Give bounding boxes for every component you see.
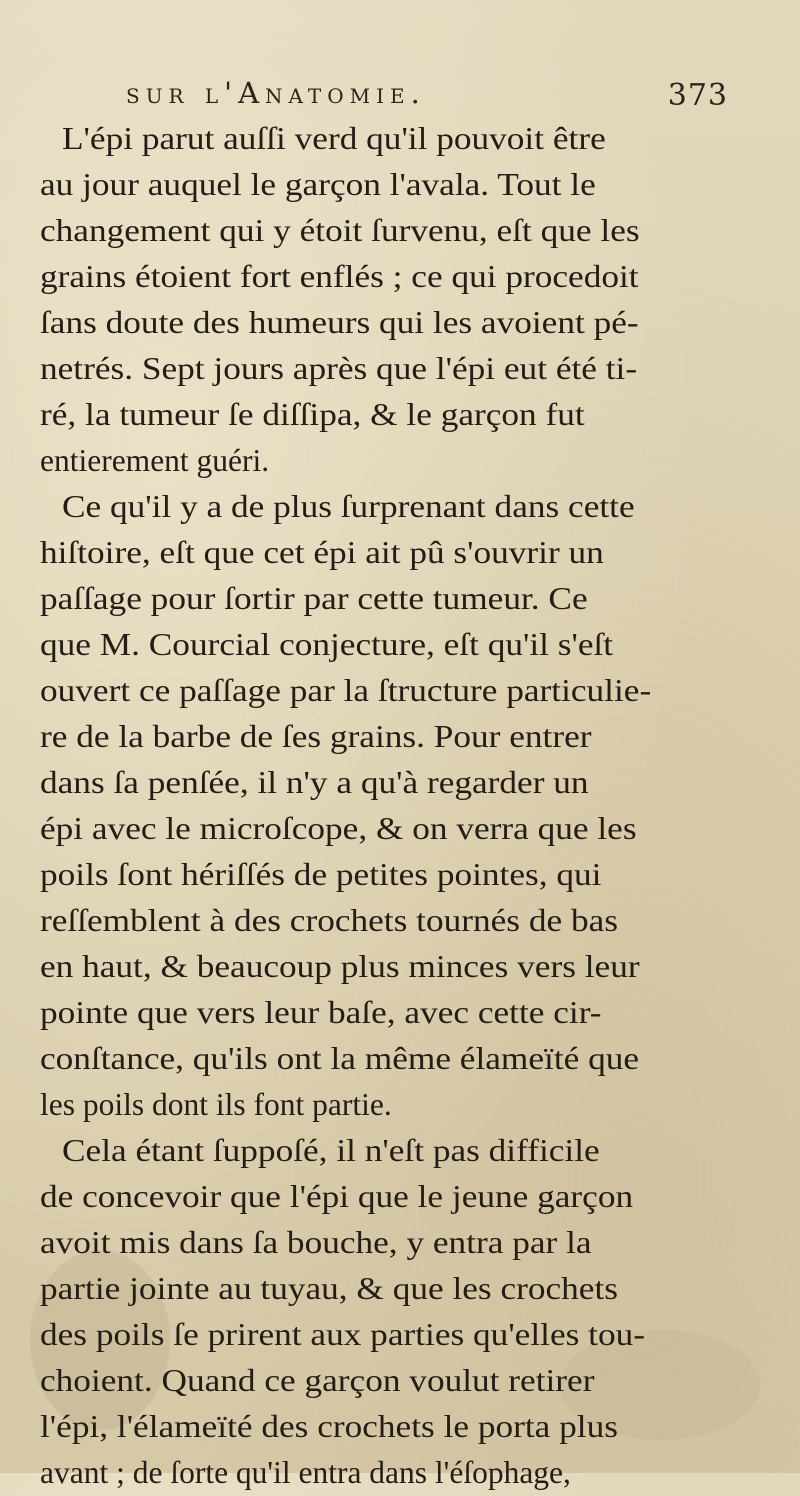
- text-line: [40, 1450, 768, 1496]
- text-line: [40, 1174, 768, 1220]
- text-line: [40, 944, 768, 990]
- text-line-content: des poils ſe prirent aux parties qu'elles tou-: [40, 1317, 645, 1352]
- text-line-content: entierement guéri.: [40, 443, 270, 478]
- text-line-content: poils ſont hériſſés de petites pointes, qui: [40, 857, 602, 892]
- text-line: [40, 346, 768, 392]
- text-line-content: ouvert ce paſſage par la ſtructure particulie-: [40, 673, 652, 708]
- text-line-content: dans ſa penſée, il n'y a qu'à regarder un: [40, 765, 589, 800]
- text-line-content: avant ; de ſorte qu'il entra dans l'éſophage,: [40, 1455, 571, 1490]
- text-line: [40, 392, 768, 438]
- text-line-content: épi avec le microſcope, & on verra que les: [40, 811, 637, 846]
- text-line-content: paſſage pour ſortir par cette tumeur. Ce: [40, 581, 588, 616]
- text-line: [40, 898, 768, 944]
- text-line-content: Ce qu'il y a de plus ſurprenant dans cette: [62, 489, 635, 524]
- text-line-content: hiſtoire, eſt que cet épi ait pû s'ouvrir un: [40, 535, 604, 570]
- text-line-content: de concevoir que l'épi que le jeune garçon: [40, 1179, 634, 1214]
- text-line: [40, 484, 768, 530]
- text-line-content: que M. Courcial conjecture, eſt qu'il s'eſt: [40, 627, 614, 662]
- text-line: [40, 1220, 768, 1266]
- text-line: [40, 806, 768, 852]
- text-line-content: reſſemblent à des crochets tournés de bas: [40, 903, 618, 938]
- text-line: [40, 254, 768, 300]
- text-line: [40, 1404, 768, 1450]
- text-line-content: re de la barbe de ſes grains. Pour entrer: [40, 719, 592, 754]
- text-line: [40, 714, 768, 760]
- text-line: [40, 1036, 768, 1082]
- text-line: [40, 208, 768, 254]
- text-line: [40, 530, 768, 576]
- text-line: [40, 576, 768, 622]
- text-line: [40, 1082, 768, 1128]
- running-title: sur l'Anatomie.: [126, 76, 426, 110]
- text-line-content: partie jointe au tuyau, & que les crochets: [40, 1271, 619, 1306]
- text-line-content: en haut, & beaucoup plus minces vers leur: [40, 949, 640, 984]
- text-line: [40, 760, 768, 806]
- text-line: [40, 1266, 768, 1312]
- body-text: [40, 116, 768, 1496]
- text-line: [40, 162, 768, 208]
- text-line: [40, 438, 768, 484]
- text-line-content: ſans doute des humeurs qui les avoient pé-: [40, 305, 639, 340]
- text-line: [40, 1358, 768, 1404]
- text-line: [40, 990, 768, 1036]
- text-line: [40, 622, 768, 668]
- text-line-content: changement qui y étoit ſurvenu, eſt que les: [40, 213, 640, 248]
- text-line-content: pointe que vers leur baſe, avec cette cir-: [40, 995, 602, 1030]
- text-line-content: avoit mis dans ſa bouche, y entra par la: [40, 1225, 592, 1260]
- text-line: [40, 1312, 768, 1358]
- text-line-content: ré, la tumeur ſe diſſipa, & le garçon fut: [40, 397, 585, 432]
- text-line-content: l'épi, l'élameïté des crochets le porta plus: [40, 1409, 618, 1444]
- text-line: [40, 852, 768, 898]
- text-line-content: netrés. Sept jours après que l'épi eut été ti-: [40, 351, 638, 386]
- text-line-content: grains étoient fort enflés ; ce qui procedoit: [40, 259, 639, 294]
- page-number: 373: [667, 78, 728, 113]
- text-line-content: les poils dont ils font partie.: [40, 1087, 392, 1122]
- running-head: [118, 70, 738, 118]
- text-line-content: conſtance, qu'ils ont la même élameïté que: [40, 1041, 640, 1076]
- text-line-content: au jour auquel le garçon l'avala. Tout le: [40, 167, 596, 202]
- text-line: [40, 1128, 768, 1174]
- text-line: [40, 300, 768, 346]
- text-line: [40, 668, 768, 714]
- text-line-content: choient. Quand ce garçon voulut retirer: [40, 1363, 595, 1398]
- text-line-content: Cela étant ſuppoſé, il n'eſt pas difficile: [62, 1133, 600, 1168]
- text-line-content: L'épi parut auſſi verd qu'il pouvoit être: [62, 121, 606, 156]
- text-line: [40, 116, 768, 162]
